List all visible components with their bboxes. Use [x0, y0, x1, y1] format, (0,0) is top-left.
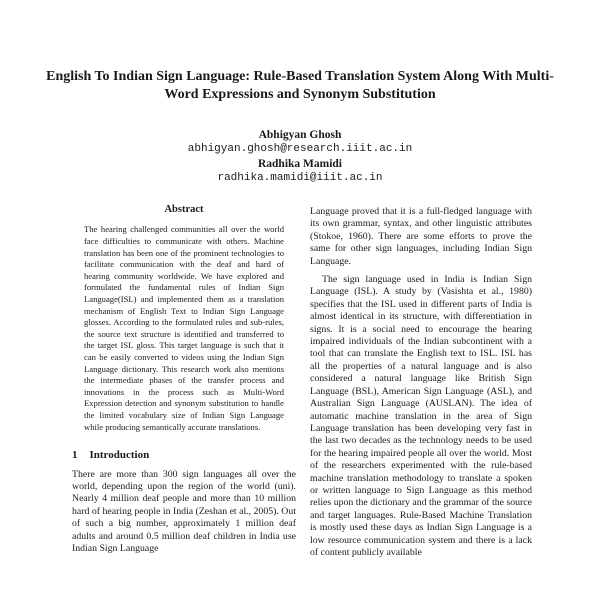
introduction-text: There are more than 300 sign languages all over the world, depending upon the region of the world (uni). Nearly 4 million deaf people and more than 10 million hard of hearing people in India (Zeshan et al., 2005). Out of such a big number, approximately 1 million deaf adults and around 0.5 million deaf children in India use Indian Sign Language: [72, 468, 296, 554]
left-column: [72, 204, 296, 555]
author-name: Abhigyan Ghosh: [258, 129, 342, 141]
body-paragraph: The sign language used in India is Indian Sign Language (ISL). A study by (Vasishta et al., 1980) specifies that the ISL used in different parts of India is almost identical in its structure, with differentiation in signs. It is a social need to encourage the hearing impaired individuals of the Indian subcontinent with a tool that can translate the English text to ISL. ISL has all the properties of a natural language and is also considered a natural language like British Sign Language (BSL), American Sign Language (ASL), and Australian Sign Language (AUSLAN). The idea of automatic machine translation in the area of Sign Language translation has been developing very fast in the last two decades as the technology needs to be used for the hearing impaired people all over the world. Most of the researchers experimented with the rule-based machine translation methodology to translate a spoken or written language to Sign Language as this method relies upon the dictionary and the grammar of the source and target languages. Rule-Based Machine Translation is mostly used these days as Indian Sign Language is a low resource communication system and there is a lack of content publicly available: [310, 274, 532, 558]
author-block-1: [0, 128, 600, 156]
paper-title: English To Indian Sign Language: Rule-Based Translation System Along With Multi-Word Expressions and Synonym Substitution: [46, 69, 554, 102]
author-email: abhigyan.ghosh@research.iiit.ac.in: [187, 143, 413, 155]
section-title: Introduction: [89, 449, 150, 462]
right-column: [310, 206, 532, 565]
author-email: radhika.mamidi@iiit.ac.in: [217, 172, 383, 184]
body-paragraph: Language proved that it is a full-fledged language with its own grammar, syntax, and other linguistic attributes (Stokoe, 1960). There are some efforts to prove the same for other sign languages, including Indian Sign Language.: [310, 206, 532, 267]
section-number: 1: [72, 449, 78, 462]
abstract-text: The hearing challenged communities all over the world face difficulties to communicate with others. Machine translation has been one of the prominent technologies to facilitate communication with the deaf and hard of hearing community worldwide. We have explored and formulated the fundamental rules of Indian Sign Language(ISL) and implemented them as a translation mechanism of English Text to Indian Sign Language glosses. According to the formulated rules and sub-rules, the source text structure is identified and transferred to the target ISL gloss. This target language is such that it can be easily converted to videos using the Indian Sign Language dictionary. This research work also mentions the intermediate phases of the transfer process and innovations in the process such as Multi-Word Expression detection and synonym substitution to handle the limited vocabulary size of Indian Sign Language while producing semantically accurate translations.: [84, 224, 284, 432]
abstract-block: [84, 204, 284, 433]
author-block-2: [0, 157, 600, 185]
section-heading-introduction: [72, 449, 296, 461]
author-name: Radhika Mamidi: [257, 158, 343, 170]
abstract-heading: Abstract: [164, 204, 204, 215]
